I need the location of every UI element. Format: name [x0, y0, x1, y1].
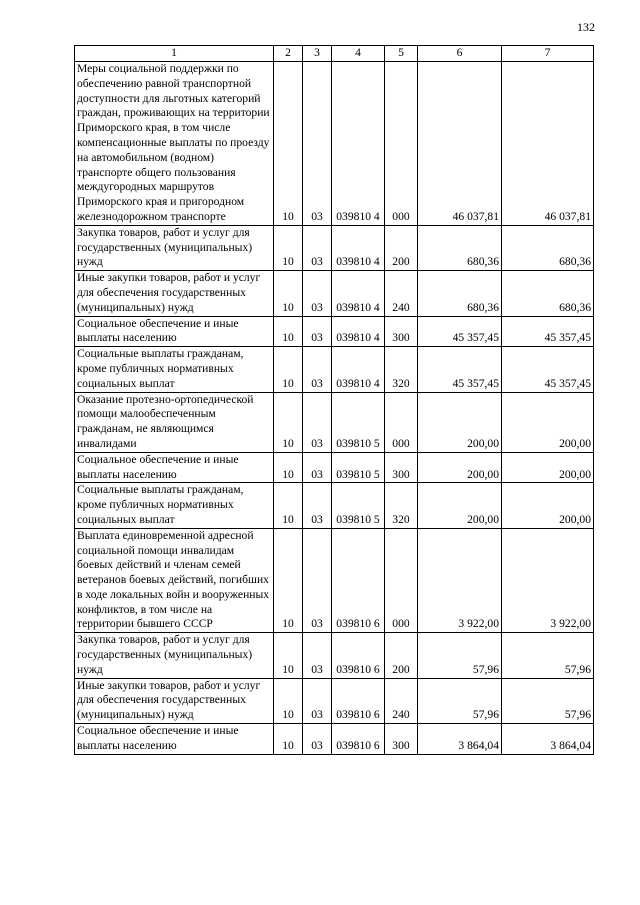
table-row [75, 483, 594, 528]
row-amount-1: 200,00 [418, 392, 502, 452]
row-expense-type: 300 [385, 452, 418, 483]
row-name: Социальное обеспечение и иные выплаты населению [75, 316, 274, 347]
row-amount-1: 3 864,04 [418, 724, 502, 755]
row-amount-1: 57,96 [418, 633, 502, 678]
row-subsection: 03 [303, 678, 332, 723]
row-section: 10 [274, 316, 303, 347]
header-col-2: 2 [274, 46, 303, 62]
table-row [75, 724, 594, 755]
row-amount-2: 680,36 [502, 225, 594, 270]
row-amount-1: 45 357,45 [418, 347, 502, 392]
row-section: 10 [274, 392, 303, 452]
header-col-3: 3 [303, 46, 332, 62]
row-section: 10 [274, 678, 303, 723]
row-expense-type: 000 [385, 392, 418, 452]
table-row [75, 347, 594, 392]
row-article-code: 039810 6 [332, 678, 385, 723]
row-amount-1: 200,00 [418, 483, 502, 528]
row-article-code: 039810 6 [332, 633, 385, 678]
table-row [75, 271, 594, 316]
row-amount-1: 3 922,00 [418, 528, 502, 633]
row-article-code: 039810 5 [332, 392, 385, 452]
row-subsection: 03 [303, 452, 332, 483]
row-article-code: 039810 4 [332, 62, 385, 226]
row-name: Закупка товаров, работ и услуг для государственных (муниципальных) нужд [75, 225, 274, 270]
row-subsection: 03 [303, 62, 332, 226]
table-row [75, 392, 594, 452]
row-expense-type: 000 [385, 62, 418, 226]
row-expense-type: 240 [385, 271, 418, 316]
row-article-code: 039810 4 [332, 316, 385, 347]
row-amount-2: 57,96 [502, 678, 594, 723]
table-row [75, 678, 594, 723]
row-article-code: 039810 6 [332, 724, 385, 755]
row-section: 10 [274, 347, 303, 392]
header-col-6: 6 [418, 46, 502, 62]
row-section: 10 [274, 724, 303, 755]
budget-table [74, 45, 594, 755]
row-section: 10 [274, 633, 303, 678]
row-amount-2: 200,00 [502, 452, 594, 483]
row-subsection: 03 [303, 271, 332, 316]
row-expense-type: 300 [385, 316, 418, 347]
row-subsection: 03 [303, 633, 332, 678]
row-expense-type: 200 [385, 633, 418, 678]
row-amount-2: 3 922,00 [502, 528, 594, 633]
row-article-code: 039810 5 [332, 452, 385, 483]
header-col-4: 4 [332, 46, 385, 62]
row-name: Социальное обеспечение и иные выплаты населению [75, 724, 274, 755]
row-subsection: 03 [303, 392, 332, 452]
row-amount-2: 46 037,81 [502, 62, 594, 226]
row-expense-type: 320 [385, 483, 418, 528]
row-section: 10 [274, 483, 303, 528]
table-row [75, 528, 594, 633]
row-subsection: 03 [303, 528, 332, 633]
row-article-code: 039810 4 [332, 347, 385, 392]
table-row [75, 633, 594, 678]
row-expense-type: 200 [385, 225, 418, 270]
header-row [75, 46, 594, 62]
header-col-1: 1 [75, 46, 274, 62]
row-amount-2: 680,36 [502, 271, 594, 316]
table-row [75, 452, 594, 483]
row-amount-1: 200,00 [418, 452, 502, 483]
row-name: Социальные выплаты гражданам, кроме публичных нормативных социальных выплат [75, 347, 274, 392]
row-expense-type: 320 [385, 347, 418, 392]
row-amount-1: 46 037,81 [418, 62, 502, 226]
row-section: 10 [274, 271, 303, 316]
row-expense-type: 240 [385, 678, 418, 723]
row-section: 10 [274, 62, 303, 226]
row-expense-type: 300 [385, 724, 418, 755]
row-article-code: 039810 4 [332, 225, 385, 270]
row-section: 10 [274, 452, 303, 483]
row-name: Выплата единовременной адресной социальной помощи инвалидам боевых действий и членам семей ветеранов боевых действий, погибших в ходе локальных войн и вооруженных конфликтов, в том числе на территории бывшего СССР [75, 528, 274, 633]
row-article-code: 039810 6 [332, 528, 385, 633]
row-expense-type: 000 [385, 528, 418, 633]
row-name: Закупка товаров, работ и услуг для государственных (муниципальных) нужд [75, 633, 274, 678]
header-col-7: 7 [502, 46, 594, 62]
row-amount-2: 45 357,45 [502, 316, 594, 347]
page-number: 132 [577, 20, 595, 34]
row-section: 10 [274, 528, 303, 633]
row-subsection: 03 [303, 225, 332, 270]
row-name: Оказание протезно-ортопедической помощи малообеспеченным гражданам, не являющимся инвалидами [75, 392, 274, 452]
row-name: Меры социальной поддержки по обеспечению равной транспортной доступности для льготных категорий граждан, проживающих на территории Приморского края, в том числе компенсационные выплаты по проезду на автомобильном (водном) транспорте общего пользования междугородных маршрутов Приморского края и пригородном железнодорожном транспорте [75, 62, 274, 226]
row-amount-2: 3 864,04 [502, 724, 594, 755]
table-row [75, 62, 594, 226]
row-amount-2: 200,00 [502, 392, 594, 452]
header-col-5: 5 [385, 46, 418, 62]
row-name: Социальное обеспечение и иные выплаты населению [75, 452, 274, 483]
row-amount-1: 680,36 [418, 271, 502, 316]
row-name: Социальные выплаты гражданам, кроме публичных нормативных социальных выплат [75, 483, 274, 528]
row-amount-1: 45 357,45 [418, 316, 502, 347]
row-article-code: 039810 4 [332, 271, 385, 316]
row-subsection: 03 [303, 316, 332, 347]
row-name: Иные закупки товаров, работ и услуг для обеспечения государственных (муниципальных) нужд [75, 271, 274, 316]
row-amount-2: 57,96 [502, 633, 594, 678]
row-name: Иные закупки товаров, работ и услуг для обеспечения государственных (муниципальных) нужд [75, 678, 274, 723]
row-amount-2: 45 357,45 [502, 347, 594, 392]
table-row [75, 225, 594, 270]
row-amount-1: 680,36 [418, 225, 502, 270]
row-subsection: 03 [303, 347, 332, 392]
row-amount-1: 57,96 [418, 678, 502, 723]
table-row [75, 316, 594, 347]
row-subsection: 03 [303, 724, 332, 755]
row-subsection: 03 [303, 483, 332, 528]
row-amount-2: 200,00 [502, 483, 594, 528]
row-section: 10 [274, 225, 303, 270]
row-article-code: 039810 5 [332, 483, 385, 528]
